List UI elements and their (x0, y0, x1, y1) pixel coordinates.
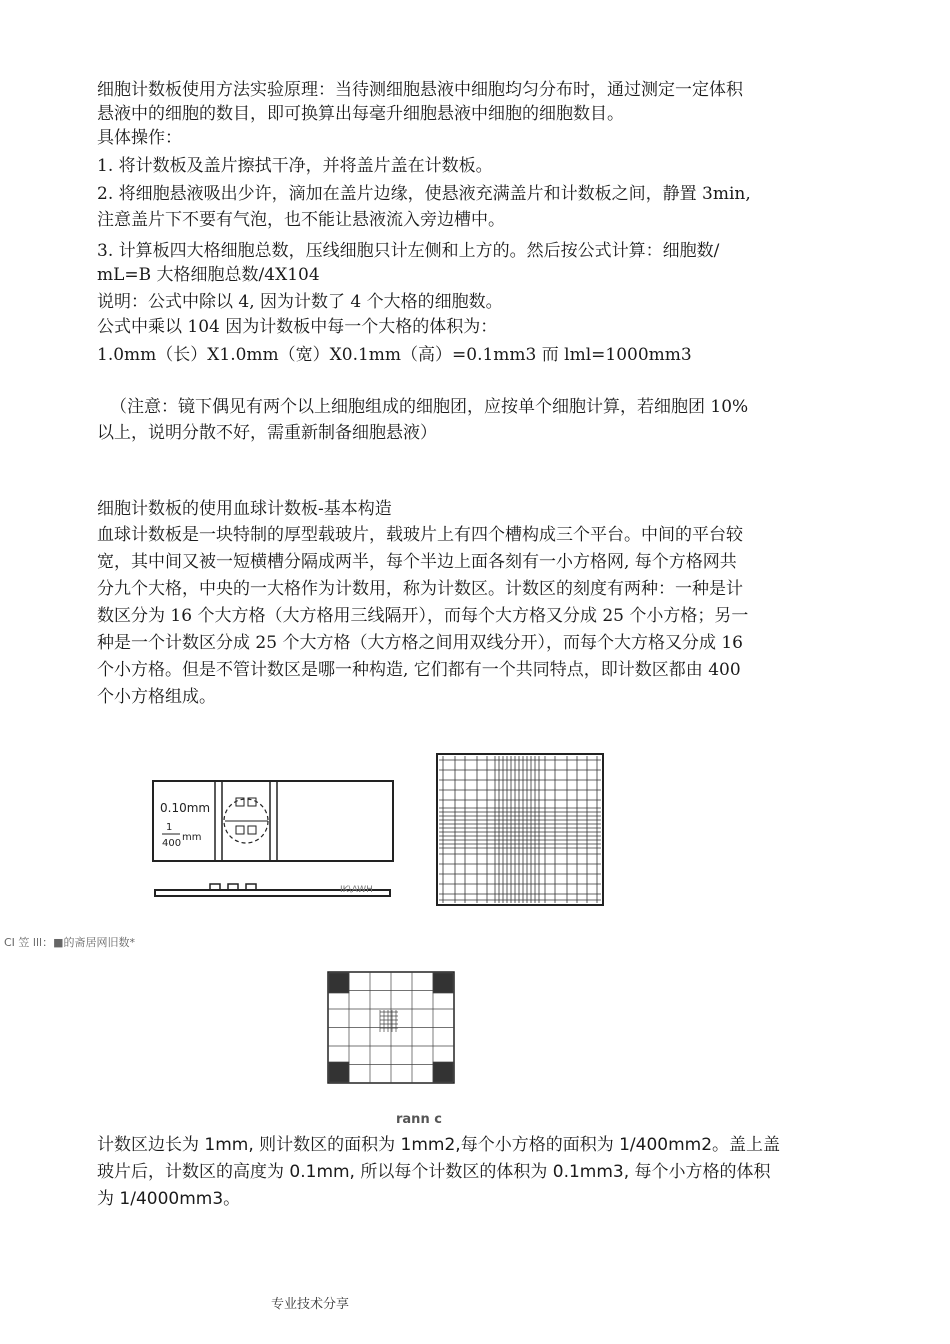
section-title: 细胞计数板的使用血球计数板-基本构造 (97, 499, 392, 519)
line: （注意：镜下偶见有两个以上细胞组成的细胞团，应按单个细胞计算，若细胞团 10% (110, 397, 749, 417)
corner-block (433, 1062, 453, 1082)
corner-block (329, 973, 349, 993)
line: 1.0mm（长）X1.0mm（宽）X0.1mm（高）=0.1mm3 而 lml=1000mm3 (97, 345, 692, 365)
line: 数区分为 16 个大方格（大方格用三线隔开），而每个大方格又分成 25 个小方格；另一 (97, 606, 749, 626)
line: 2. 将细胞悬液吸出少许，滴加在盖片边缘，使悬液充满盖片和计数板之间，静置 3min, (97, 184, 751, 204)
line: 注意盖片下不要有气泡，也不能让悬液流入旁边槽中。 (97, 210, 505, 230)
chamber-grid-diagram (326, 970, 456, 1085)
corner-block (329, 1062, 349, 1082)
line: 以上，说明分散不好，需重新制备细胞悬液） (97, 423, 437, 443)
line: 宽，其中间又被一短横槽分隔成两半，每个半边上面各刻有一小方格网, 每个方格网共 (97, 552, 737, 572)
line: 计数区边长为 1mm, 则计数区的面积为 1mm2,每个小方格的面积为 1/400mm2。盖上盖 (97, 1135, 781, 1155)
slide-label: mm (182, 832, 202, 843)
slide-label: 1 (166, 822, 173, 833)
line: 为 1/4000mm3。 (97, 1189, 241, 1209)
line: 具体操作： (97, 128, 182, 148)
side-caption: IK\AWH (340, 885, 373, 895)
line: 说明：公式中除以 4, 因为计数了 4 个大格的细胞数。 (97, 292, 503, 312)
line: 分九个大格，中央的一大格作为计数用，称为计数区。计数区的刻度有两种：一种是计 (97, 579, 743, 599)
line: 个小方格。但是不管计数区是哪一种构造, 它们都有一个共同特点，即计数区都由 400 (97, 660, 741, 680)
line: 细胞计数板使用方法实验原理：当待测细胞悬液中细胞均匀分布时，通过测定一定体积 (97, 80, 743, 100)
line: 血球计数板是一块特制的厚型载玻片，载玻片上有四个槽构成三个平台。中间的平台较 (97, 525, 743, 545)
line: 3. 计算板四大格细胞总数，压线细胞只计左侧和上方的。然后按公式计算：细胞数/ (97, 241, 720, 261)
footer: 专业技术分享 (271, 1297, 350, 1312)
line: 个小方格组成。 (97, 687, 216, 707)
line: 玻片后，计数区的高度为 0.1mm, 所以每个计数区的体积为 0.1mm3, 每个小方格的体积 (97, 1162, 771, 1182)
line: mL=В 大格细胞总数/4X104 (97, 265, 320, 285)
bottom-caption: rann c (396, 1112, 442, 1127)
slide-diagram (150, 778, 400, 908)
counting-grid-diagram (435, 752, 605, 907)
slide-label: 400 (162, 838, 182, 849)
line: 悬液中的细胞的数目，即可换算出每毫升细胞悬液中细胞的细胞数目。 (97, 104, 624, 124)
corner-block (433, 973, 453, 993)
line: 种是一个计数区分成 25 个大方格（大方格之间用双线分开），而每个大方格又分成 16 (97, 633, 743, 653)
line: 1. 将计数板及盖片擦拭干净，并将盖片盖在计数板。 (97, 156, 493, 176)
line: 公式中乘以 104 因为计数板中每一个大格的体积为： (97, 317, 498, 337)
slide-label: 0.10mm (160, 801, 211, 815)
left-caption: CI 笠 lll：■的斋居网旧数* (4, 936, 135, 949)
